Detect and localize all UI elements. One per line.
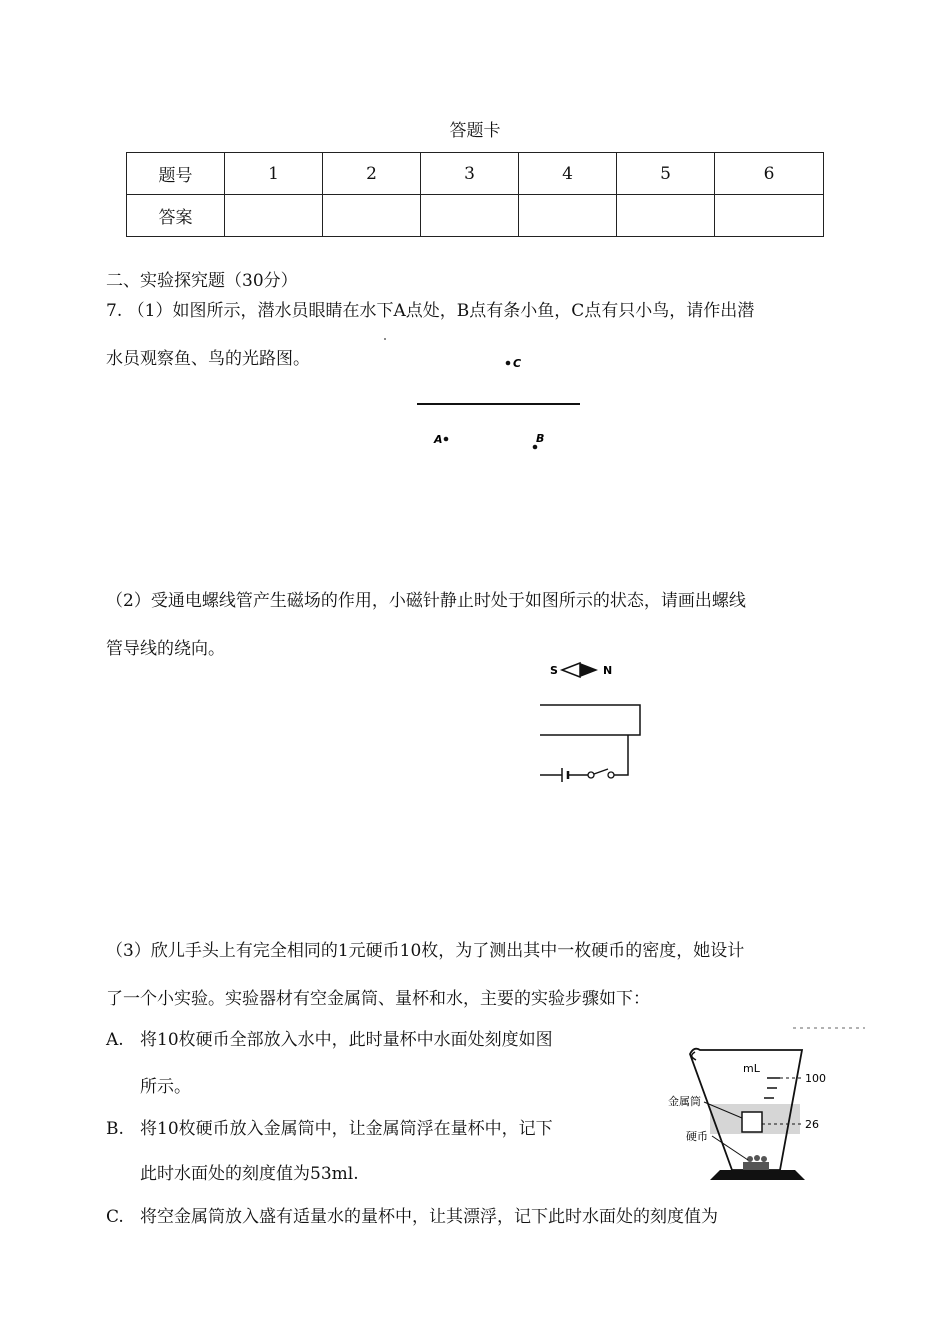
circuit-wire-left bbox=[540, 735, 562, 775]
answer-cell[interactable] bbox=[715, 195, 824, 237]
answer-cell[interactable] bbox=[421, 195, 519, 237]
coin bbox=[747, 1156, 753, 1162]
section-heading: 二、实验探究题（30分） bbox=[106, 271, 298, 291]
tube-label: 金属筒 bbox=[668, 1095, 701, 1108]
question-number: 3 bbox=[421, 153, 519, 195]
switch-contact bbox=[608, 772, 614, 778]
q7-part1-line2: 水员观察鱼、鸟的光路图。 bbox=[106, 349, 310, 369]
q7-part2-line2: 管导线的绕向。 bbox=[106, 639, 225, 659]
speck bbox=[384, 338, 386, 340]
point-b-label: B bbox=[536, 432, 545, 445]
answer-card-title: 答题卡 bbox=[449, 121, 501, 141]
step-b-label: B. bbox=[106, 1119, 124, 1139]
pole-s-label: S bbox=[550, 664, 558, 677]
answer-cell[interactable] bbox=[617, 195, 715, 237]
q7-part1-line1: 7. （1）如图所示，潜水员眼睛在水下A点处，B点有条小鱼，C点有只小鸟，请作出潜 bbox=[106, 301, 755, 321]
question-number: 2 bbox=[323, 153, 421, 195]
step-c-line1: 将空金属筒放入盛有适量水的量杯中，让其漂浮，记下此时水面处的刻度值为 bbox=[140, 1207, 718, 1227]
table-row bbox=[127, 195, 824, 237]
switch-lever bbox=[594, 769, 608, 774]
step-a-line2: 所示。 bbox=[140, 1077, 191, 1097]
answer-card-table bbox=[126, 152, 824, 237]
question-number: 4 bbox=[519, 153, 617, 195]
question-number-header: 题号 bbox=[127, 153, 225, 195]
mark-100-label: 100 bbox=[805, 1072, 826, 1085]
coins-pile bbox=[743, 1162, 769, 1170]
point-b-dot bbox=[533, 445, 538, 450]
circuit-wire-right bbox=[614, 735, 628, 775]
question-number: 5 bbox=[617, 153, 715, 195]
point-a-dot bbox=[444, 437, 449, 442]
light-path-figure bbox=[370, 330, 610, 460]
unit-label: mL bbox=[743, 1062, 760, 1075]
step-a-line1: 将10枚硬币全部放入水中，此时量杯中水面处刻度如图 bbox=[140, 1030, 553, 1050]
answer-cell[interactable] bbox=[225, 195, 323, 237]
answer-cell[interactable] bbox=[519, 195, 617, 237]
q7-part2-line1: （2）受通电螺线管产生磁场的作用，小磁针静止时处于如图所示的状态，请画出螺线 bbox=[106, 591, 746, 611]
question-number: 6 bbox=[715, 153, 824, 195]
switch-contact bbox=[588, 772, 594, 778]
coin-label: 硬币 bbox=[686, 1130, 708, 1143]
step-a-label: A. bbox=[106, 1030, 124, 1050]
q7-part3-line1: （3）欣儿手头上有完全相同的1元硬币10枚，为了测出其中一枚硬币的密度，她设计 bbox=[106, 941, 745, 961]
coin-pointer bbox=[712, 1136, 748, 1160]
cup-base bbox=[710, 1170, 805, 1180]
solenoid-body bbox=[540, 705, 640, 735]
step-b-line1: 将10枚硬币放入金属筒中，让金属筒浮在量杯中，记下 bbox=[140, 1119, 553, 1139]
needle-south-half bbox=[562, 663, 580, 677]
needle-north-half bbox=[580, 663, 598, 677]
q7-part3-line2: 了一个小实验。实验器材有空金属筒、量杯和水，主要的实验步骤如下： bbox=[106, 989, 650, 1009]
solenoid-figure bbox=[540, 655, 650, 785]
step-b-line2: 此时水面处的刻度值为53ml. bbox=[140, 1164, 359, 1184]
point-c-label: C bbox=[513, 357, 522, 370]
table-row bbox=[127, 153, 824, 195]
point-c-dot bbox=[506, 361, 511, 366]
question-number: 1 bbox=[225, 153, 323, 195]
step-c-label: C. bbox=[106, 1207, 124, 1227]
mark-26-label: 26 bbox=[805, 1118, 819, 1131]
measuring-cup-figure bbox=[660, 1020, 870, 1180]
answer-header: 答案 bbox=[127, 195, 225, 237]
metal-tube bbox=[742, 1112, 762, 1132]
answer-cell[interactable] bbox=[323, 195, 421, 237]
coin bbox=[754, 1155, 760, 1161]
coin bbox=[761, 1156, 767, 1162]
pole-n-label: N bbox=[603, 664, 613, 677]
point-a-label: A bbox=[434, 433, 443, 446]
